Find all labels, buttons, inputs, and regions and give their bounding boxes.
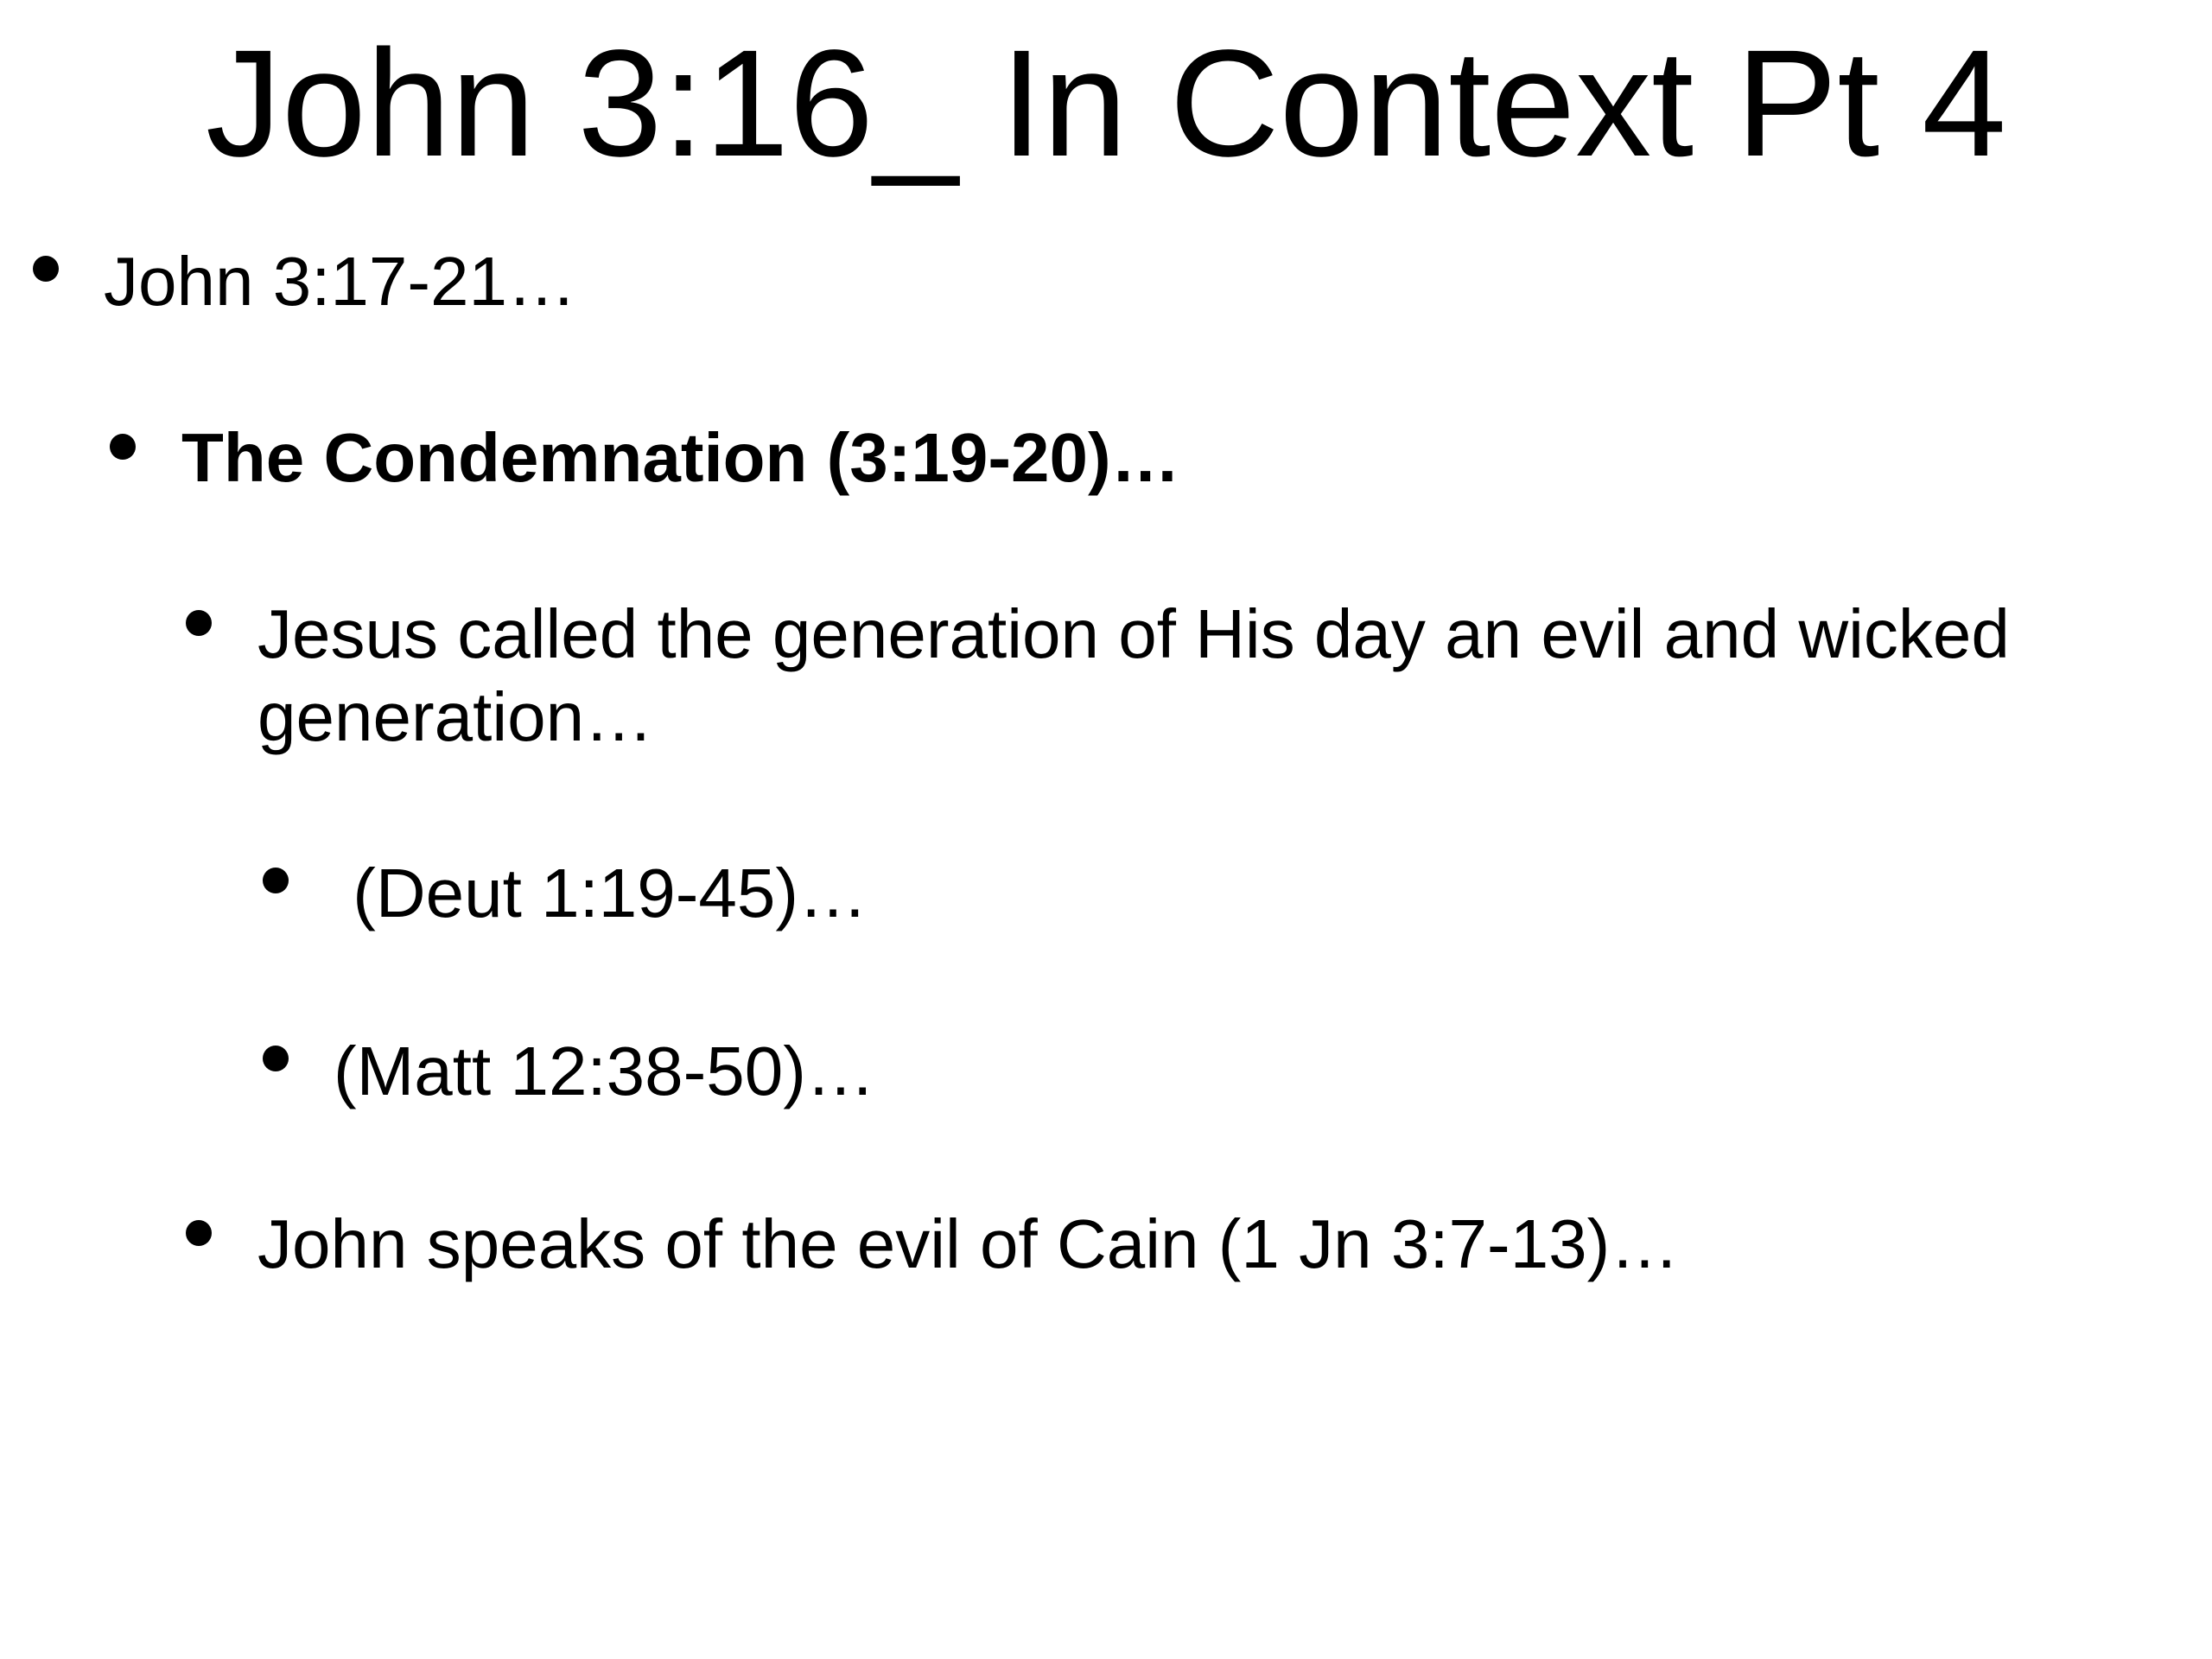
bullet-text-l4: (Matt 12:38-50)… <box>334 1033 875 1109</box>
bullet-text-l3: John speaks of the evil of Cain (1 Jn 3:7-13)… <box>257 1205 1680 1282</box>
bullet-dot <box>33 256 59 282</box>
bullet-dot <box>263 1046 289 1071</box>
slide-title: John 3:16_ In Context Pt 4 <box>205 19 2007 188</box>
bullet-dot <box>110 434 136 460</box>
bullet-dot <box>263 868 289 893</box>
bullet-text-l2: The Condemnation (3:19-20)… <box>181 419 1180 496</box>
bullet-text-l3: Jesus called the generation of His day an evil and wicked <box>257 595 2010 672</box>
bullet-dot <box>186 1220 212 1246</box>
bullet-text-l4: (Deut 1:19-45)… <box>334 855 868 931</box>
bullet-dot <box>186 610 212 636</box>
bullet-text-l3-continuation: generation… <box>257 678 654 755</box>
bullet-text-l1: John 3:17-21… <box>104 243 577 320</box>
